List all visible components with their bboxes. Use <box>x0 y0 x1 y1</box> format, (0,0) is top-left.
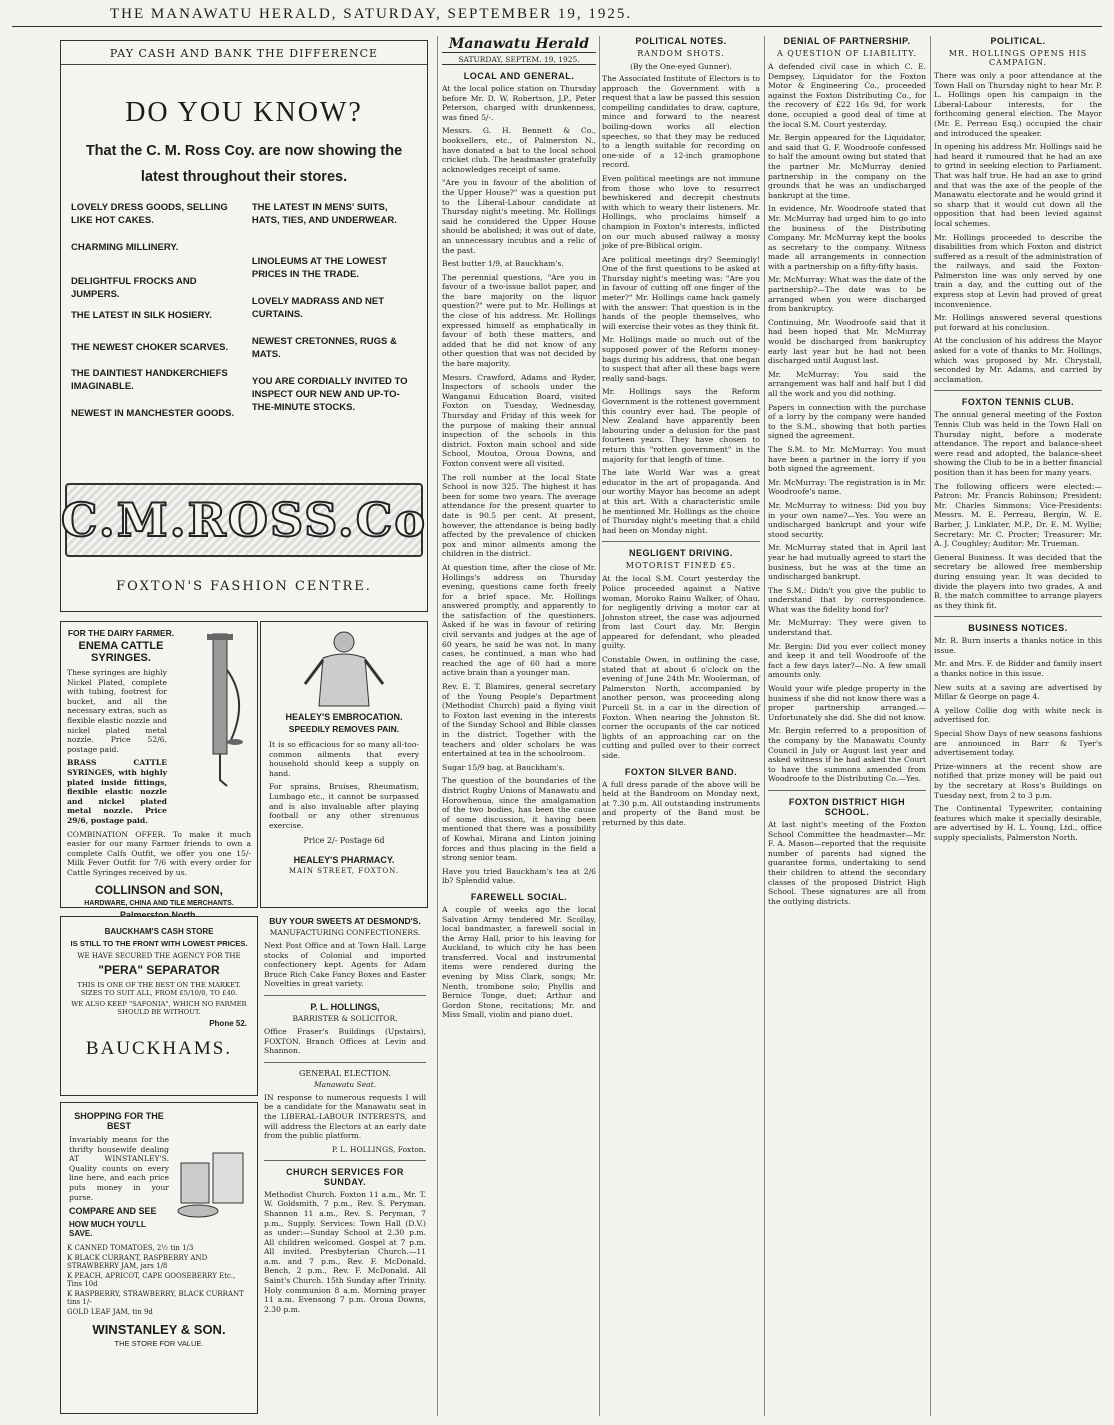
ross-headline: DO YOU KNOW? <box>125 97 363 128</box>
political-notes-heading: POLITICAL NOTES. <box>635 36 727 46</box>
church-title: CHURCH SERVICES FOR SUNDAY. <box>286 1166 404 1187</box>
partnership-heading: DENIAL OF PARTNERSHIP. <box>783 36 911 46</box>
ross-logo-text: C.M.ROSS.Co <box>60 493 428 547</box>
divider <box>264 995 426 996</box>
paragraph: Sugar 15/9 bag, at Bauckham's. <box>442 762 565 772</box>
paragraph: Special Show Days of new seasons fashions are announced in Barr & Tyer's advertisement today. <box>934 729 1103 758</box>
paragraph: Are political meetings dry? Seemingly! One of the first questions to be asked at Thursday night's meeting was: "Are you in favour of cutting off one finger of the meter?" Mr. Hollings came back gamely with the answer: That question is in the hands of the people themselves, who will exercise their votes as they think fit. <box>602 254 760 331</box>
paragraph: In opening his address Mr. Hollings said he had heard it rumoured that he had an axe to grind in seeking election to Parliament. That was half true. He had an axe to grind and that was the axe of the people of the Manawatu electorate and he would grind it so sharp that it would cut down all the opposition that had been levied against local schemes. <box>934 142 1102 228</box>
paragraph: Mr. R. Burn inserts a thanks notice in this issue. <box>934 636 1102 655</box>
paragraph: Mr. Bergin referred to a proposition of the company by the Manawatu County Council in July or August last year and asked witness if he had asked the Court to have the summons amended from Woodroofe to the Distributing Co.—Yes. <box>768 726 926 784</box>
paragraph: The following officers were elected:—Patron: Mr. Francis Robinson; President: Mr. Charles Simmons; Vice-Presidents: Messrs. M. E. Perreau, Bergin, W. E. Barber, J. Linklater, M.P., Dr. E. M. Wyllie; Secretary: Mr. C. Procter; Treasurer: Mr. A. J. Coughley; Auditor: Mr. Trueman. <box>934 481 1102 549</box>
divider <box>264 1062 426 1063</box>
political-column <box>934 36 1102 1416</box>
paragraph: Even political meetings are not immune from those who love to resurrect bewhiskered and decrepit chestnuts with which to weary their listeners. Mr. Hollings, who proclaims himself a champion in Foxton's interests, inflicted on our much abused railway a mossy joke of pre-Biblical origin. <box>602 173 760 251</box>
paragraph: "Are you in favour of the abolition of the Upper House?" was a question put to the Liberal-Labour candidate at Thursday night's meeting. Mr. Hollings said he considered the Upper House should be abolished; it was out of date, an unnecessary incubus and a relic of the past. <box>442 178 596 255</box>
small-ads <box>264 916 426 1412</box>
paragraph: The roll number at the local State School is now 325. The highest it has been for some two years. The average attendance for the present quarter to date is 90.5 per cent. At present, however, the attendance is being badly affected by the prevalence of chicken pox and minor ailments among the children in the district. <box>442 472 596 559</box>
paragraph: Messrs. Crawford, Adams and Ryder, Inspectors of schools under the Wanganui Education Board, visited Foxton on Tuesday, Wednesday, Thursday and Friday of this week for the purpose of making their annual inspection of the schools in this district. Foxton main school and side School, Moutoa, Oroua Downs, and Foxton convent were all visited. <box>442 372 596 468</box>
random-shots-sub: RANDOM SHOTS. <box>637 49 725 58</box>
paragraph: Mr. Hollings made so much out of the supposed power of the Reform money-bags during his address, that one began to suspect that after all these bags were really sand-bags. <box>602 335 760 383</box>
partnership-sub: A QUESTION OF LIABILITY. <box>776 49 918 58</box>
winstanley-item: K BLACK CURRANT, RASPBERRY AND STRAWBERRY JAM, jars 1/8 <box>67 1254 208 1271</box>
paragraph: Prize-winners at the recent show are notified that prize money will be paid out by the secretary at Ross's Buildings on Tuesday next, from 2 to 3 p.m. <box>934 761 1102 800</box>
collinson-body-3: COMBINATION OFFER. To make it much easier for our many Farmer friends to own a complete Calfs Outfit, we offer you one 15/- Milk Fever Outfit for 7/6 with every order for Cattle Syringes received by us. <box>67 829 251 877</box>
paragraph: Mr. McMurray: You said the arrangement was half and half but I did all the work and you did nothing. <box>768 369 926 398</box>
ross-subhead-2: latest throughout their stores. <box>140 169 348 185</box>
collinson-title-2: ENEMA CATTLE SYRINGES. <box>78 640 164 664</box>
winstanley-cta-1: COMPARE AND SEE <box>69 1206 157 1217</box>
election-sign: P. L. HOLLINGS, Foxton. <box>331 1144 426 1154</box>
paragraph: Mr. Bergin appeared for the Liquidator, and said that G. F. Woodroofe confessed to half the amount owing but stated that the partner Mr. McMurray denied partnership in the company on the grounds that he was an undischarged bankrupt at the time. <box>768 133 926 200</box>
paragraph: Messrs. G. H. Bennett & Co., booksellers, etc., of Palmerston N., have donated a bat to the local school cricket club. The headmaster gratefully acknowledges receipt of same. <box>442 126 596 174</box>
winstanley-item: K PEACH, APRICOT, CAPE GOOSEBERRY Etc., Tins 10d <box>67 1272 236 1289</box>
sweets-body: Next Post Office and at Town Hall. Large stocks of Colonial and imported confectionery kept. Agents for Adam Bruce Rich Cake Fancy Boxes and Easter Novelties in great variety. <box>264 941 426 989</box>
healey-price: Price 2/- Postage 6d <box>303 836 385 846</box>
paragraph: The annual general meeting of the Foxton Tennis Club was held in the Town Hall on Thursday night, before a moderate attendance. The report and balance-sheet were read and adopted, the balance-sheet showing the Club to be in a better financial position than it has been for many years. <box>934 410 1102 477</box>
ross-items-left <box>71 201 240 420</box>
paragraph: There was only a poor attendance at the Town Hall on Thursday night to hear Mr. P. L. Hollings open his campaign in the Liberal-Labour interests, for the forthcoming general election. The Mayor (Mr. E. Perreau Esq.) occupied the chair and introduced the speaker. <box>934 71 1102 138</box>
bauckham-name: BAUCKHAMS. <box>85 1038 233 1059</box>
bauckham-line-2: IS STILL TO THE FRONT WITH LOWEST PRICES. <box>70 939 248 948</box>
ross-item: LOVELY DRESS GOODS, SELLING LIKE HOT CAKES. <box>71 202 228 226</box>
winstanley-title: SHOPPING FOR THE BEST <box>74 1111 164 1131</box>
ross-item: THE DAINTIEST HANDKERCHIEFS IMAGINABLE. <box>71 368 228 392</box>
paragraph: Mr. Hollings says the Reform Government is the rottenest government this country ever had. The people of New Zealand have apparently been labouring under a delusion for the past fourteen years. They have chosen to return this "rotten government" in the majority for that length of time. <box>602 387 760 464</box>
collinson-name: COLLINSON and SON, <box>94 883 223 898</box>
paragraph: The question of the boundaries of the district Rugby Unions of Manawatu and Horowhenua, since the amalgamation of the two bodies, has been the cause of some discussion, it having been mentioned that there was a possibility of Kowhai, Mirana and Linton joining forces and thus placing in the field a strong senior team. <box>442 776 596 863</box>
winstanley-cta-2: HOW MUCH YOU'LL SAVE. <box>69 1220 146 1239</box>
ross-item: LINOLEUMS AT THE LOWEST PRICES IN THE TRADE. <box>251 256 387 280</box>
column-rule <box>599 36 600 1416</box>
goods-illustration <box>173 1133 253 1223</box>
divider <box>934 616 1102 617</box>
paragraph: Have you tried Bauckham's tea at 2/6 lb? Splendid value. <box>442 866 596 886</box>
paragraph: Mr. Hollings proceeded to describe the disabilities from which Foxton and district suffered as a result of the administration of the railways, and said the Foxton-Palmerston line was only served by one train a day, and the cutting out of the express stop at Levin had proved of great inconvenience. <box>934 232 1102 309</box>
farewell-heading: FAREWELL SOCIAL. <box>470 891 568 902</box>
paragraph: The late World War was a great educator in the art of propaganda. And our worthy Mayor has become an adept at this art. With a characteristic smile he mentioned Mr. Hollings as the choice of Thursday night's meeting that a child had been on Monday night. <box>602 468 760 535</box>
divider <box>602 541 760 542</box>
lawyer-title: P. L. HOLLINGS, <box>310 1001 380 1012</box>
healey-title: HEALEY'S EMBROCATION. <box>285 712 403 722</box>
column-rule <box>930 36 931 1416</box>
paragraph: A yellow Collie dog with white neck is advertised for. <box>934 705 1102 725</box>
paragraph: Mr. Bergin: Did you ever collect money and keep it and tell Woodroofe of the fact a few days later?—No. A few small amounts only. <box>768 641 926 680</box>
paragraph: Mr. Hollings answered several questions put forward at his conclusion. <box>934 313 1102 332</box>
tennis-heading: FOXTON TENNIS CLUB. <box>961 397 1075 408</box>
paragraph: In evidence, Mr. Woodroofe stated that Mr. McMurray had urged him to go into the business of the Distributing Company. Mr. McMurray kept the books as secretary to the company. Witness made all arrangements in connection with a partnership on a fifty-fifty basis. <box>768 204 926 271</box>
healey-body-1: It is so efficacious for so many all-too-common ailments that every household should keep a supply on hand. <box>269 740 419 778</box>
election-title: GENERAL ELECTION. <box>299 1068 391 1078</box>
political-sub: MR. HOLLINGS OPENS HIS CAMPAIGN. <box>948 49 1088 67</box>
masthead-title: THE MANAWATU HERALD, SATURDAY, SEPTEMBER 19, 1925. <box>110 6 633 22</box>
winstanley-body: Invariably means for the thrifty housewife dealing AT WINSTANLEY'S. Quality counts on every line here, and each price puts money in your purse. <box>69 1135 169 1202</box>
ross-advertisement <box>60 40 428 612</box>
paragraph: Mr. McMurray: The registration is in Mr. Woodroofe's name. <box>768 477 926 497</box>
paragraph: At the local police station on Thursday before Mr. D. W. Robertson, J.P., Peter Peterson, charged with drunkenness, was fined 5/-. <box>442 84 596 122</box>
partnership-column <box>768 36 926 1416</box>
ross-item: LOVELY MADRASS AND NET CURTAINS. <box>251 296 384 320</box>
paragraph: Mr. McMurray to witness: Did you buy in your own name?—Yes. You were an undischarged bankrupt and your wife stood security. <box>768 500 926 539</box>
divider <box>264 1160 426 1161</box>
band-heading: FOXTON SILVER BAND. <box>624 766 738 777</box>
paragraph: At last night's meeting of the Foxton School Committee the headmaster—Mr. F. A. Mason—reported that the requisite number of parents had signed the guarantee forms, undertaking to send their children to attend the secondary classes of the proposed District High School. These signatures are all from the outlying districts. <box>768 819 926 906</box>
collinson-title-1: FOR THE DAIRY FARMER. <box>67 628 175 638</box>
sweets-sub: MANUFACTURING CONFECTIONERS. <box>269 928 421 937</box>
collinson-trade: HARDWARE, CHINA AND TILE MERCHANTS. <box>84 900 234 908</box>
ross-item: NEWEST CRETONNES, RUGS & MATS. <box>251 336 397 360</box>
paragraph: At the local S.M. Court yesterday the Police proceeded against a Native woman, Moroko Rainu Walker, of Ohau, for negligently driving a motor car at Johnston street, the case was adjourned from last Court day. Mr. Bergin appeared for defendant, who pleaded guilty. <box>602 574 760 651</box>
divider <box>768 790 926 791</box>
collinson-advertisement <box>60 621 258 908</box>
healey-address: MAIN STREET, FOXTON. <box>288 867 400 876</box>
ross-banner: PAY CASH AND BANK THE DIFFERENCE <box>61 47 427 65</box>
paragraph: The Associated Institute of Electors is to approach the Government with a request that a law be passed this session compelling candidates to draw, capture, mince and forward to the nearest boiling-down works all election speeches, so that they may be reduced to a length suitable for recording on one-side of a 12-inch gramophone record. <box>602 74 760 170</box>
paragraph: Best butter 1/9, at Bauckham's. <box>442 259 564 269</box>
paragraph: Mr. McMurray stated that in April last year he had mutually agreed to start the business, but he was at the time an undischarged bankrupt. <box>768 543 926 582</box>
paragraph: The Continental Typewriter, containing features which make it specially desirable, are advertised by H. L. Young, Ltd., office supply specialists, Palmerston North. <box>934 804 1102 842</box>
byline: (By the One-eyed Gunner). <box>630 62 732 71</box>
paragraph: Mr. and Mrs. F. de Ridder and family insert a thanks notice in this issue. <box>934 659 1102 679</box>
local-heading: LOCAL AND GENERAL. <box>463 71 575 81</box>
lawyer-sub: BARRISTER & SOLICITOR. <box>292 1013 398 1023</box>
notices-heading: BUSINESS NOTICES. <box>968 623 1068 634</box>
ross-logo <box>60 483 428 557</box>
paragraph: Mr. McMurray: What was the date of the partnership?—The date was to be arranged when you were discharged from bankruptcy. <box>768 275 926 314</box>
paragraph: General Business. It was decided that the secretary be allowed free membership during ensuing year. It was decided to divide the players into two grades, A and B, the match committee to arrange players as they think fit. <box>934 552 1102 610</box>
paragraph: Continuing, Mr. Woodroofe said that it had been hoped that Mr. McMurray would be discharged from bankruptcy early last year but he had not been discharged until August last. <box>768 317 926 366</box>
ross-subhead-1: That the C. M. Ross Coy. are now showing the <box>85 143 403 159</box>
ross-item: THE NEWEST CHOKER SCARVES. <box>71 342 229 353</box>
paragraph: A full dress parade of the above will be held at the Bandroom on Monday next, at 7.30 p.m. All outstanding instruments and property of the Band must be returned by this date. <box>602 779 760 827</box>
lawyer-body: Office Fraser's Buildings (Upstairs), FOXTON. Branch Offices at Levin and Shannon. <box>264 1026 426 1056</box>
healey-body-2: For sprains, Bruises, Rheumatism, Lumbago etc., it cannot be surpassed and is also invaluable after playing football or any other strenuous exercise. <box>269 782 419 830</box>
election-body: IN response to numerous requests I will be a candidate for the Manawatu seat in the LIBERAL-LABOUR INTERESTS, and will address the Electors at an early date from the public platform. <box>264 1092 426 1141</box>
collinson-body-2: BRASS CATTLE SYRINGES, with highly plated inside fittings, flexible elastic nozzle and nickel plated metal nozzle. Price 29/6, postage paid. <box>67 758 167 825</box>
column-rule <box>764 36 765 1416</box>
church-body: Methodist Church. Foxton 11 a.m., Mr. T. W. Goldsmith, 7 p.m., Rev. S. Peryman. Shannon 11 a.m., Rev. S. Peryman, 7 p.m., Supply. Services: Town Hall (D.V.) as under:—Sunday School at 2.30 p.m. All children welcomed. Gospel at 7 p.m. All invited. Presbyterian Church.—11 a.m. and 7 p.m., Rev. F. McDonald. Bench, 2 p.m., Rev. F. McDonald. All Saint's Church. 15th Sunday after Trinity. Holy communion 8 a.m. Morning prayer 11 a.m. Evensong 7 p.m. Oroua Downs, 2.30 p.m. <box>264 1189 426 1314</box>
bauckham-phone: Phone 52. <box>209 1019 247 1028</box>
syringe-illustration <box>183 630 253 790</box>
winstanley-advertisement <box>60 1102 258 1414</box>
bauckham-advertisement <box>60 916 258 1096</box>
election-sub: Manawatu Seat. <box>313 1079 377 1089</box>
ross-item: DELIGHTFUL FROCKS AND JUMPERS. <box>71 276 197 300</box>
column-rule <box>437 36 438 1416</box>
bauckham-line-4: THIS IS ONE OF THE BEST ON THE MARKET. SIZES TO SUIT ALL, FROM £5/10/0, TO £40. <box>77 981 241 997</box>
ross-item: YOU ARE CORDIALLY INVITED TO INSPECT OUR NEW AND UP-TO-THE-MINUTE STOCKS. <box>251 376 408 413</box>
paragraph: Constable Owen, in outlining the case, stated that at about 6 o'clock on the evening of June 24th Mr. Woolerman, of Palmerston North, accompanied by another person, was proceeding along Purcell St. in a car in the direction of Foxton. When nearing the Johnston St. corner the occupants of the car noticed lights of an approaching car on the cutting and pulled over to their correct side. <box>602 655 760 760</box>
divider <box>934 390 1102 391</box>
paragraph: Papers in connection with the purchase of a lorry by the company were handed to the S.M., showing that both parties signed the agreement. <box>768 402 926 441</box>
paragraph: At the conclusion of his address the Mayor asked for a vote of thanks to Mr. Hollings, which was proposed by Mr. Chrystall, seconded by Mr. Adams, and carried by acclamation. <box>934 336 1102 384</box>
local-column <box>442 36 596 1416</box>
winstanley-name: WINSTANLEY & SON. <box>92 1322 226 1338</box>
paragraph: The S.M. to Mr. McMurray: You must have been a partner in the lorry if you both signed the agreement. <box>768 444 926 474</box>
healey-advertisement <box>260 621 428 908</box>
winstanley-item: K RASPBERRY, STRAWBERRY, BLACK CURRANT tins 1/- <box>67 1290 244 1307</box>
political-heading: POLITICAL. <box>990 36 1046 46</box>
bauckham-line-5: WE ALSO KEEP "SAFONIA", WHICH NO FARMER SHOULD BE WITHOUT. <box>71 1000 247 1016</box>
paragraph: A defended civil case in which C. E. Dempsey, Liquidator for the Foxton Motor & Engineering Co., proceeded against the Foxton Distributing Co., for the recovery of £22 16s 9d, for work done, occupied a good deal of time at the local S.M. Court yesterday. <box>768 62 926 129</box>
ads-column <box>60 36 432 1416</box>
collinson-body-1: These syringes are highly Nickel Plated, complete with tubing, footrest for bucket, and all the necessary extras, such as flexible elastic nozzle and nickel plated metal nozzle. Price 52/6, postage paid. <box>67 668 167 754</box>
bauckham-line-1: BAUCKHAM'S CASH STORE <box>104 927 214 936</box>
paragraph: A couple of weeks ago the local Salvation Army tendered Mr. Scollay, local bandmaster, a farewell social in the Army Hall, prior to his leaving for Auckland, to which city he has been transferred. Vocal and instrumental items were rendered during the evening by Miss Clark, songs; Mr. Nenth, trombone solo; Phyllis and Bernice Tonge, duet; Arthur and Gordon Stone, recitations; Mr. and Miss Small, violin and piano duet. <box>442 904 596 1020</box>
ross-item-list <box>61 201 427 420</box>
paragraph: Mr. McMurray: They were given to understand that. <box>768 618 926 638</box>
ross-item: NEWEST IN MANCHESTER GOODS. <box>71 408 235 419</box>
issue-date: SATURDAY, SEPTEM. 19, 1925. <box>442 55 596 65</box>
ross-item: CHARMING MILLINERY. <box>71 242 179 253</box>
negligent-heading: NEGLIGENT DRIVING. <box>628 548 733 559</box>
sweets-title: BUY YOUR SWEETS AT DESMOND'S. <box>269 916 421 926</box>
masthead-rule <box>12 26 1102 27</box>
paragraph: The perennial questions, "Are you in favour of a two-issue ballot paper, and the bare majority on the liquor question?" were put to Mr. Hollings at the close of his address. Mr. Hollings expressed himself as emphatically in favour of both these matters, and added that he did not know of any other question that was not decided by the bare majority. <box>442 272 596 369</box>
paragraph: Would your wife pledge property in the business if she did not know there was a proper partnership arranged.—Unfortunately she did. She did not know. <box>768 684 926 722</box>
political-notes-column <box>602 36 760 1416</box>
negligent-sub: MOTORIST FINED £5. <box>625 561 737 571</box>
paragraph: At question time, after the close of Mr. Hollings's address on Thursday evening, questions came forth freely for a brief space. Mr. Hollings answered promptly, and apparently to the satisfaction of the questioners. Asked if he was in favour of retiring civil servants and judges at the age of 60 years, he said he was not. In many cases, he continued, a man who had reached the age of 60 had a more active brain than a younger man. <box>442 562 596 678</box>
newspaper-flag: Manawatu Herald <box>442 36 596 53</box>
ross-items-right <box>252 201 417 420</box>
bauckham-product: "PERA" SEPARATOR <box>98 963 220 977</box>
paragraph: New suits at a saving are advertised by Millar & George on page 4. <box>934 682 1102 702</box>
healey-sub: SPEEDILY REMOVES PAIN. <box>288 724 400 734</box>
healey-name: HEALEY'S PHARMACY. <box>293 855 395 866</box>
ross-footer: FOXTON'S FASHION CENTRE. <box>116 579 372 594</box>
winstanley-item: GOLD LEAF JAM, tin 9d <box>67 1308 153 1317</box>
winstanley-tag: THE STORE FOR VALUE. <box>114 1339 204 1349</box>
school-heading: FOXTON DISTRICT HIGH SCHOOL. <box>788 796 906 817</box>
masthead <box>0 0 1114 28</box>
ross-item: THE LATEST IN SILK HOSIERY. <box>71 310 212 321</box>
paragraph: Rev. E. T. Blamires, general secretary of the Young People's Department (Methodist Church) paid a flying visit to Foxton last evening in the interests of the Sunday School and Bible classes in the district. Together with the teachers and older scholars he was entertained at tea in the schoolroom. <box>442 682 596 759</box>
bauckham-line-3: WE HAVE SECURED THE AGENCY FOR THE <box>77 952 241 960</box>
ross-item: THE LATEST IN MENS' SUITS, HATS, TIES, AND UNDERWEAR. <box>251 202 397 226</box>
winstanley-item: K CANNED TOMATOES, 2½ tin 1/3 <box>67 1244 194 1253</box>
paragraph: The S.M.: Didn't you give the public to understand that by correspondence. What was the fidelity bond for? <box>768 585 926 614</box>
figure-illustration <box>299 628 389 708</box>
